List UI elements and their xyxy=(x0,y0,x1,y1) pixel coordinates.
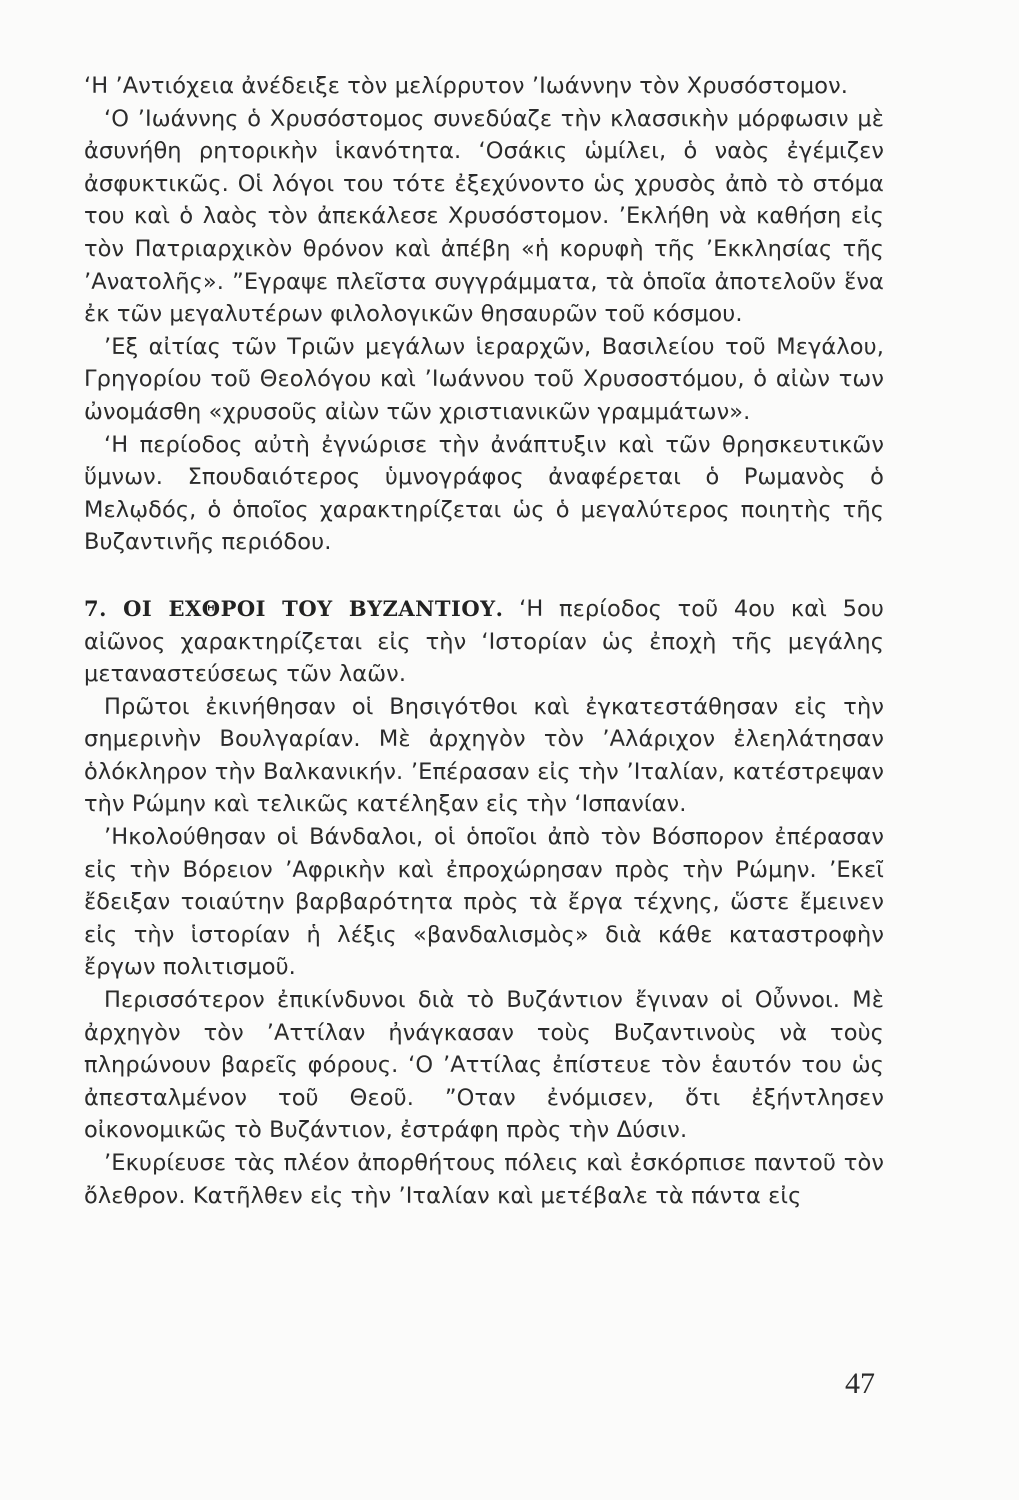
paragraph-attila-conquest: ’Εκυρίευσε τὰς πλέον ἀπορθήτους πόλεις καὶ ἐσκόρπισε παντοῦ τὸν ὄλεθρον. Κατῆλθεν εἰς τὴν ’Ιταλίαν καὶ μετέβαλε τὰ πάντα εἰς xyxy=(84,1150,884,1209)
page-number: 47 xyxy=(845,1367,875,1400)
section-intro-text: ‘Η περίοδος τοῦ 4ου καὶ 5ου αἰῶνος χαρακτηρίζεται εἰς τὴν ‘Ιστορίαν ὡς ἐποχὴ τῆς μεγάλης μεταναστεύσεως τῶν λαῶν. xyxy=(84,595,884,688)
paragraph-visigoths: Πρῶτοι ἐκινήθησαν οἱ Βησιγότθοι καὶ ἐγκατεστάθησαν εἰς τὴν σημερινὴν Βουλγαρίαν. Μὲ ἀρχηγὸν τὸν ’Αλάριχον ἐλεηλάτησαν ὁλόκληρον τὴν Βαλκανικήν. ’Επέρασαν εἰς τὴν ’Ιταλίαν, κατέστρεψαν τὴν Ρώμην καὶ τελικῶς κατέληξαν εἰς τὴν ‘Ισπανίαν. xyxy=(84,693,884,818)
page-body xyxy=(84,70,884,1212)
paragraph-antioch: ‘Η ’Αντιόχεια ἀνέδειξε τὸν μελίρρυτον ’Ιωάννην τὸν Χρυσόστομον. xyxy=(84,73,849,99)
paragraph-vandals: ’Ηκολούθησαν οἱ Βάνδαλοι, οἱ ὁποῖοι ἀπὸ τὸν Βόσπορον ἐπέρασαν εἰς τὴν Βόρειον ’Αφρικὴν καὶ ἐπροχώρησαν πρὸς τὴν Ρώμην. ’Εκεῖ ἔδειξαν τοιαύτην βαρβαρότητα πρὸς τὰ ἔργα τέχνης, ὥστε ἔμεινεν εἰς τὴν ἱστορίαν ἡ λέξις «βανδαλισμὸς» διὰ κάθε καταστροφὴν ἔργων πολιτισμοῦ. xyxy=(84,824,884,981)
paragraph-huns: Περισσότερον ἐπικίνδυνοι διὰ τὸ Βυζάντιον ἔγιναν οἱ Οὖννοι. Μὲ ἀρχηγὸν τὸν ’Αττίλαν ἠνάγκασαν τοὺς Βυζαντινοὺς νὰ τοὺς πληρώνουν βαρεῖς φόρους. ‘Ο ’Αττίλας ἐπίστευε τὸν ἑαυτόν του ὡς ἀπεσταλμένον τοῦ Θεοῦ. ”Οταν ἐνόμισεν, ὅτι ἐξήντλησεν οἰκονομικῶς τὸ Βυζάντιον, ἐστράφη πρὸς τὴν Δύσιν. xyxy=(84,987,884,1144)
paragraph-three-hierarchs: ’Εξ αἰτίας τῶν Τριῶν μεγάλων ἱεραρχῶν, Βασιλείου τοῦ Μεγάλου, Γρηγορίου τοῦ Θεολόγου καὶ ’Ιωάννου τοῦ Χρυσοστόμου, ὁ αἰὼν των ὠνομάσθη «χρυσοῦς αἰὼν τῶν χριστιανικῶν γραμμάτων». xyxy=(84,333,884,425)
paragraph-hymns: ‘Η περίοδος αὐτὴ ἐγνώρισε τὴν ἀνάπτυξιν καὶ τῶν θρησκευτικῶν ὕμνων. Σπουδαιότερος ὑμνογράφος ἀναφέρεται ὁ Ρωμανὸς ὁ Μελῳδός, ὁ ὁποῖος χαρακτηρίζεται ὡς ὁ μεγαλύτερος ποιητὴς τῆς Βυζαντινῆς περιόδου. xyxy=(84,431,884,556)
section-heading: 7. ΟΙ ΕΧΘΡΟΙ ΤΟΥ ΒΥΖΑΝΤΙΟΥ. xyxy=(84,595,504,621)
section-intro-paragraph xyxy=(84,593,884,691)
paragraph-chrysostom: ‘Ο ’Ιωάννης ὁ Χρυσόστομος συνεδύαζε τὴν κλασσικὴν μόρφωσιν μὲ ἀσυνήθη ρητορικὴν ἱκανότητα. ‘Οσάκις ὡμίλει, ὁ ναὸς ἐγέμιζεν ἀσφυκτικῶς. Οἱ λόγοι του τότε ἐξεχύνοντο ὡς χρυσὸς ἀπὸ τὸ στόμα του καὶ ὁ λαὸς τὸν ἀπεκάλεσε Χρυσόστομον. ’Εκλήθη νὰ καθήση εἰς τὸν Πατριαρχικὸν θρόνον καὶ ἀπέβη «ἡ κορυφὴ τῆς ’Εκκλησίας τῆς ’Ανατολῆς». ”Εγραψε πλεῖστα συγγράμματα, τὰ ὁποῖα ἀποτελοῦν ἕνα ἐκ τῶν μεγαλυτέρων φιλολογικῶν θησαυρῶν τοῦ κόσμου. xyxy=(84,105,884,328)
